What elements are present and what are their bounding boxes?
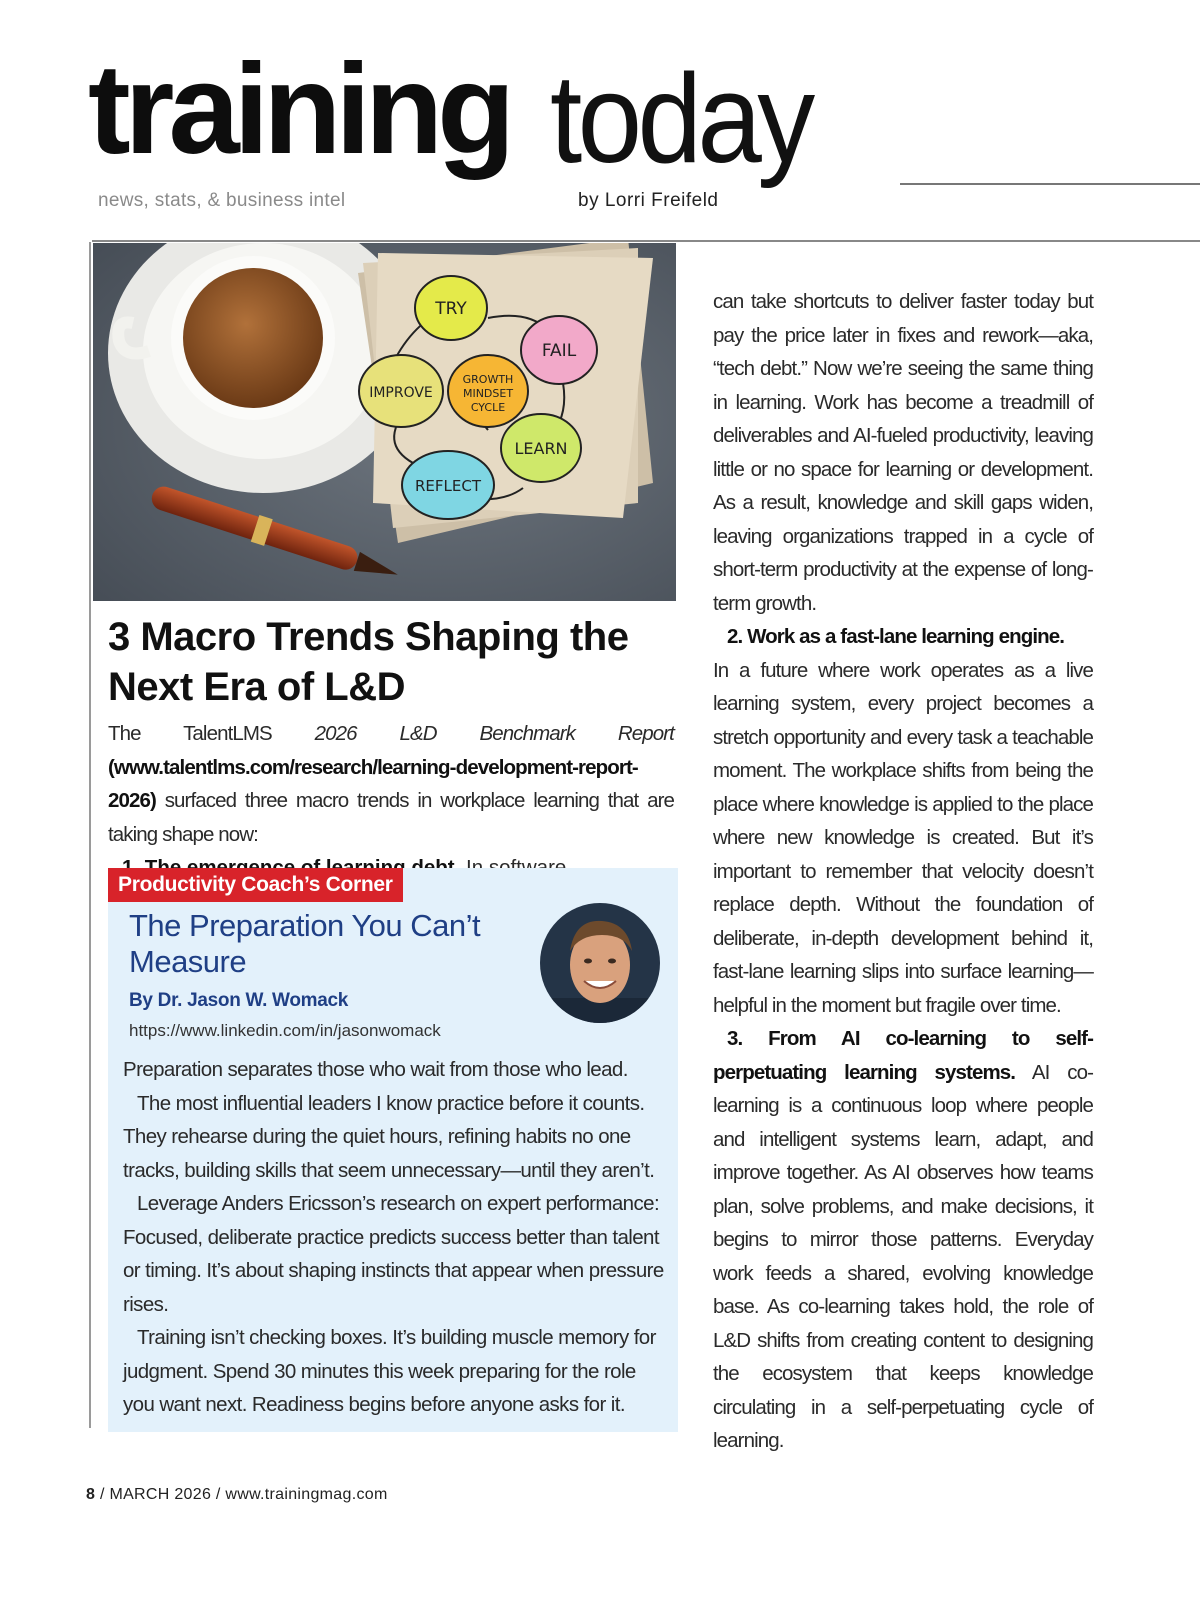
note-fail: FAIL bbox=[541, 341, 577, 361]
note-learn: LEARN bbox=[514, 439, 568, 458]
trend-3-body: AI co-learning is a continuous loop where people and intelligent systems learn, adapt, and improve together. As AI observes how teams plan, solve problems, and make decisions, it begins to mirror those patterns. Everyday work feeds a shared, evolving knowledge base. As co-learning takes hold, the role of L&D shifts from creating content to designing the ecosystem that keeps knowledge circulating in a self-perpetuating cycle of learning. bbox=[713, 1060, 1093, 1452]
coach-title: The Preparation You Can’t Measure bbox=[129, 908, 481, 979]
report-link[interactable]: (www.talentlms.com/research/learning-development-report-2026) bbox=[108, 755, 638, 812]
top-rule bbox=[900, 183, 1200, 185]
masthead-title-bold: training bbox=[88, 38, 510, 181]
coach-body bbox=[123, 1053, 668, 1422]
intro-text-end: surfaced three macro trends in workplace learning that are taking shape now: bbox=[108, 789, 674, 846]
coach-url-link[interactable]: https://www.linkedin.com/in/jasonwomack bbox=[129, 1021, 441, 1040]
trend-1-body: can take shortcuts to deliver faster today but pay the price later in fixes and rework—aka, “tech debt.” Now we’re seeing the same thing in learning. Work has become a treadmill of deliverables and AI-fueled productivity, leaving little or no space for learning or development. As a result, knowledge and skill gaps widen, leaving organizations trapped in a cycle of short-term productivity at the expense of long-term growth. bbox=[713, 290, 1093, 615]
note-center-2: MINDSET bbox=[462, 387, 514, 400]
trend-2-heading: 2. Work as a fast-lane learning engine. bbox=[727, 625, 1065, 648]
coach-paragraph-1: Preparation separates those who wait from those who lead. bbox=[123, 1058, 628, 1081]
report-title: 2026 L&D Benchmark Report bbox=[314, 722, 674, 745]
intro-text: The TalentLMS bbox=[108, 722, 315, 745]
page-number: 8 bbox=[86, 1486, 96, 1503]
coach-paragraph-2: The most influential leaders I know practice before it counts. They rehearse during the quiet hours, refining habits no one tracks, building skills that seem unnecessary—until they aren’t. bbox=[123, 1091, 655, 1182]
note-center-3: CYCLE bbox=[470, 401, 506, 414]
note-try: TRY bbox=[435, 299, 467, 319]
note-center-1: GROWTH bbox=[462, 373, 514, 386]
page-footer bbox=[86, 1486, 388, 1504]
note-reflect: REFLECT bbox=[415, 477, 481, 495]
article-photo bbox=[93, 243, 676, 601]
coach-paragraph-3: Leverage Anders Ericsson’s research on expert performance: Focused, deliberate practice predicts success better than talent or timing. It’s about shaping instincts that appear when pressure rises. bbox=[123, 1192, 664, 1316]
trend-3-heading: 3. From AI co-learning to self-perpetuating learning systems. bbox=[713, 1027, 1093, 1084]
note-improve: IMPROVE bbox=[369, 385, 433, 401]
footer-text: / MARCH 2026 / www.trainingmag.com bbox=[95, 1486, 388, 1503]
author-portrait bbox=[540, 903, 660, 1023]
author-avatar bbox=[540, 903, 660, 1023]
article-headline: 3 Macro Trends Shaping the Next Era of L&D bbox=[108, 615, 629, 709]
masthead-tagline: news, stats, & business intel bbox=[98, 190, 346, 211]
left-column-rule bbox=[89, 242, 91, 1428]
masthead-byline: by Lorri Freifeld bbox=[578, 190, 719, 211]
trend-2-body: In a future where work operates as a live learning system, every project becomes a stretch opportunity and every task a teachable moment. The workplace shifts from being the place where knowledge is applied to the place where new knowledge is created. But it’s important to remember that velocity doesn’t replace depth. Without the foundation of deliberate, in-depth development behind it, fast-lane learning slips into surface learning—helpful in the moment but fragile over time. bbox=[713, 658, 1093, 1017]
article-right-column bbox=[713, 285, 1093, 1458]
coach-paragraph-4: Training isn’t checking boxes. It’s building muscle memory for judgment. Spend 30 minutes this week preparing for the role you want next. Readiness begins before anyone asks for it. bbox=[123, 1326, 656, 1416]
growth-mindset-illustration bbox=[93, 243, 676, 601]
coach-corner-tag: Productivity Coach’s Corner bbox=[108, 868, 403, 902]
coach-author: By Dr. Jason W. Womack bbox=[129, 990, 349, 1011]
masthead-title-light: today bbox=[550, 48, 811, 189]
section-rule bbox=[92, 240, 1200, 242]
